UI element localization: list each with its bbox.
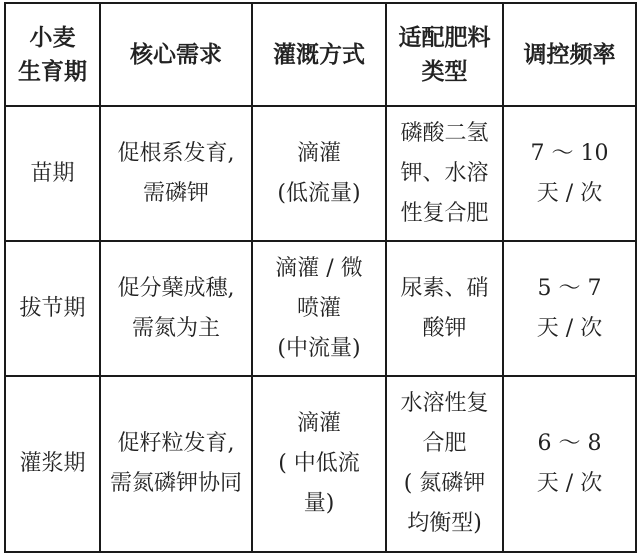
cell-line: 拔节期 <box>19 295 86 321</box>
cell-line: 钾、水溶 <box>400 160 489 186</box>
cell-need <box>100 241 252 376</box>
cell-stage <box>5 106 100 241</box>
header-irrigation-method-line: 灌溉方式 <box>273 41 365 68</box>
header-fertilizer-type-line: 适配肥料 <box>398 24 491 51</box>
cell-line: 均衡型) <box>407 511 482 536</box>
cell-line: 尿素、硝 <box>400 275 489 301</box>
table-row <box>5 241 636 376</box>
cell-line: 6 ～ 8 <box>537 431 602 456</box>
cell-line: 滴灌 <box>296 411 341 436</box>
cell-irrigation <box>252 376 386 552</box>
cell-need <box>100 376 252 552</box>
cell-line: 酸钾 <box>422 315 467 341</box>
cell-line: 促分蘖成穗, <box>117 275 235 301</box>
cell-frequency <box>503 106 636 241</box>
cell-line: 滴灌 <box>296 140 341 166</box>
header-wheat-stage-line: 小麦 <box>29 24 76 51</box>
header-core-need-line: 核心需求 <box>130 41 222 68</box>
header-frequency <box>503 3 636 106</box>
cell-line: 磷酸二氢 <box>400 120 489 146</box>
cell-line: 天 / 次 <box>536 180 603 206</box>
header-fertilizer-type-line: 类型 <box>421 58 468 85</box>
cell-line: 促籽粒发育, <box>117 431 235 456</box>
cell-line: ( 氮磷钾 <box>403 471 486 496</box>
header-irrigation-method <box>252 3 386 106</box>
header-wheat-stage <box>5 3 100 106</box>
cell-fertilizer <box>386 376 503 552</box>
header-row <box>5 3 636 106</box>
cell-irrigation <box>252 241 386 376</box>
cell-line: 喷灌 <box>296 295 341 321</box>
cell-frequency <box>503 241 636 376</box>
table-row <box>5 106 636 241</box>
fertigation-table <box>4 2 637 553</box>
cell-line: 苗期 <box>30 160 75 186</box>
cell-line: (低流量) <box>277 180 361 206</box>
cell-need <box>100 106 252 241</box>
cell-line: 5 ～ 7 <box>537 275 602 301</box>
header-fertilizer-type <box>386 3 503 106</box>
cell-line: (中流量) <box>277 335 361 361</box>
cell-fertilizer <box>386 106 503 241</box>
cell-stage <box>5 376 100 552</box>
header-frequency-line: 调控频率 <box>523 41 616 68</box>
cell-frequency <box>503 376 636 552</box>
cell-line: ( 中低流 <box>278 451 360 476</box>
cell-line: 需氮为主 <box>131 315 220 341</box>
cell-stage <box>5 241 100 376</box>
cell-line: 性复合肥 <box>400 200 489 226</box>
cell-line: 需磷钾 <box>142 180 209 206</box>
cell-line: 合肥 <box>422 431 467 456</box>
header-wheat-stage-line: 生育期 <box>18 58 87 85</box>
cell-line: 滴灌 / 微 <box>275 255 363 281</box>
cell-line: 促根系发育, <box>117 140 235 166</box>
cell-line: 需氮磷钾协同 <box>109 471 242 496</box>
header-core-need <box>100 3 252 106</box>
cell-line: 天 / 次 <box>536 315 603 341</box>
cell-line: 水溶性复 <box>400 391 489 416</box>
cell-fertilizer <box>386 241 503 376</box>
cell-line: 量) <box>303 491 335 516</box>
cell-irrigation <box>252 106 386 241</box>
cell-line: 7 ～ 10 <box>530 140 609 166</box>
cell-line: 灌浆期 <box>19 451 86 476</box>
cell-line: 天 / 次 <box>536 471 603 496</box>
table-row <box>5 376 636 552</box>
